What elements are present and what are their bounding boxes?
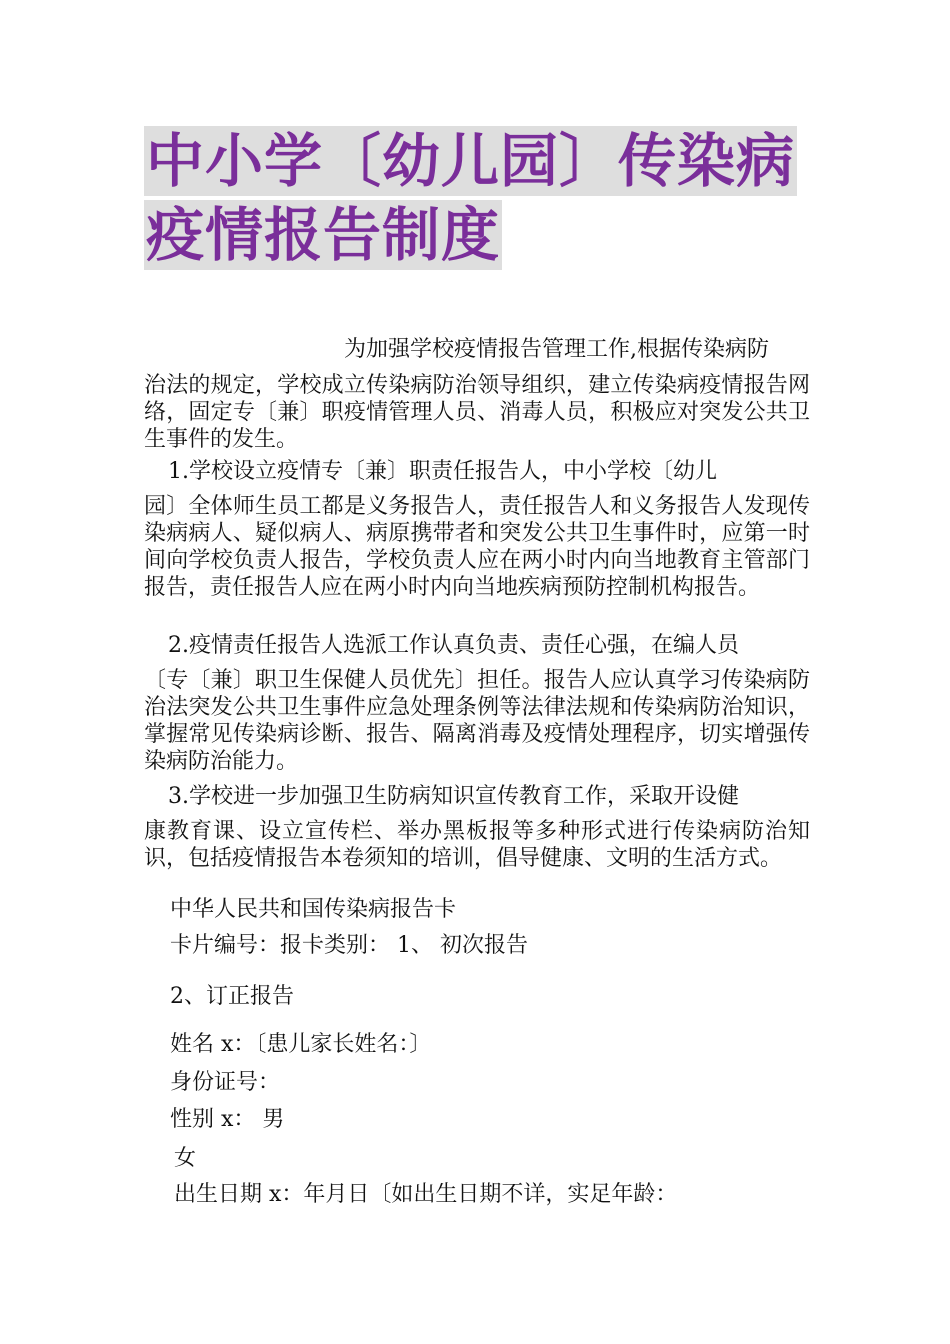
document-title-line-2: 疫情报告制度 (146, 201, 501, 269)
item-1-body: 园〕全体师生员工都是义务报告人，责任报告人和义务报告人发现传染病病人、疑似病人、病原携带者和突发公共卫生事件时，应第一时间向学校负责人报告，学校负责人应在两小时内向当地教育主管部门报告，责任报告人应在两小时内向当地疾病预防控制机构报告。 (144, 494, 810, 600)
card-gender-field: 性别 x： 男 (170, 1107, 285, 1132)
card-title: 中华人民共和国传染病报告卡 (170, 897, 457, 922)
card-name-field: 姓名 x：〔患儿家长姓名：〕 (170, 1032, 432, 1057)
card-birth-field: 出生日期 x：年月日〔如出生日期不详，实足年龄： (174, 1182, 678, 1207)
item-2-paragraph (144, 632, 810, 775)
document-title-line-1: 中小学〔幼儿园〕传染病 (146, 127, 796, 195)
item-1-paragraph (144, 458, 810, 601)
item-3-body: 康教育课、设立宣传栏、举办黑板报等多种形式进行传染病防治知识，包括疫情报告本卷须知的培训，倡导健康、文明的生活方式。 (144, 819, 810, 871)
item-3-paragraph (144, 783, 810, 872)
card-gender-female: 女 (174, 1146, 197, 1171)
item-3-lead: 3.学校进一步加强卫生防病知识宣传教育工作，采取开设健 (168, 784, 739, 809)
item-1-lead: 1.学校设立疫情专〔兼〕职责任报告人，中小学校〔幼儿 (168, 459, 717, 484)
card-revise-line: 2、订正报告 (170, 984, 294, 1009)
intro-paragraph: 治法的规定，学校成立传染病防治领导组织，建立传染病疫情报告网络，固定专〔兼〕职疫情管理人员、消毒人员，积极应对突发公共卫生事件的发生。 (144, 373, 810, 452)
intro-first-line: 为加强学校疫情报告管理工作,根据传染病防 (344, 337, 769, 362)
item-2-body: 〔专〔兼〕职卫生保健人员优先〕担任。报告人应认真学习传染病防治法突发公共卫生事件应急处理条例等法律法规和传染病防治知识，掌握常见传染病诊断、报告、隔离消毒及疫情处理程序，切实增强传染病防治能力。 (144, 668, 810, 774)
card-number-line: 卡片编号：报卡类别： 1、 初次报告 (170, 933, 528, 958)
item-2-lead: 2.疫情责任报告人选派工作认真负责、责任心强，在编人员 (168, 633, 739, 658)
card-id-field: 身份证号： (170, 1070, 281, 1095)
